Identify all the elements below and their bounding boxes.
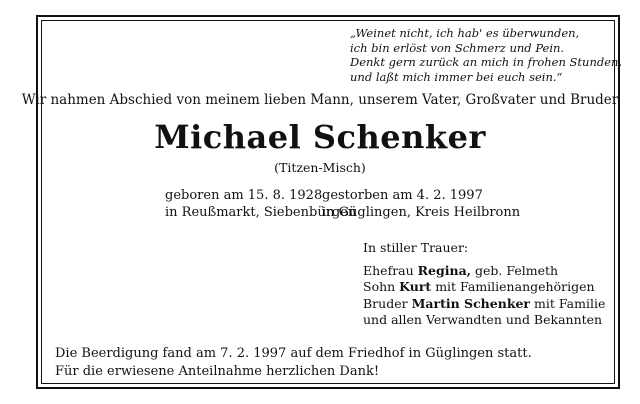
- death-place: in Güglingen, Kreis Heilbronn: [322, 205, 521, 220]
- deceased-name: Michael Schenker: [154, 118, 486, 156]
- mourner-row: [363, 312, 605, 329]
- mourner-row: [363, 279, 605, 296]
- mourner-relation: und allen Verwandten und Bekannten: [363, 312, 603, 327]
- birth-place: in Reußmarkt, Siebenbürgen: [165, 205, 357, 220]
- mourner-detail: mit Familie: [530, 295, 606, 311]
- thanks-line: Für die erwiesene Anteilnahme herzlichen Dank!: [55, 364, 380, 379]
- mourners-heading: In stiller Trauer:: [363, 240, 469, 255]
- mourner-name: Martin Schenker: [411, 295, 531, 311]
- mourner-name: Kurt: [399, 279, 432, 294]
- poem-line: und laßt mich immer bei euch sein.“: [350, 69, 563, 84]
- poem-line: Denkt gern zurück an mich in frohen Stunden,: [350, 55, 623, 69]
- poem-line: ich bin erlöst von Schmerz und Pein.: [350, 40, 565, 55]
- nickname: (Titzen-Misch): [274, 160, 366, 175]
- mourner-detail: geb. Felmeth: [471, 262, 559, 278]
- mourner-detail: mit Familienangehörigen: [431, 279, 595, 294]
- death-date: gestorben am 4. 2. 1997: [322, 188, 483, 203]
- footer-text: [55, 345, 532, 381]
- mourner-relation: Ehefrau: [363, 262, 418, 278]
- intro-text: Wir nahmen Abschied von meinem lieben Mann, unserem Vater, Großvater und Bruder: [21, 92, 619, 108]
- mourner-name: Regina,: [417, 262, 472, 278]
- mourner-relation: Sohn: [363, 279, 400, 294]
- mourner-row: [363, 263, 605, 280]
- mourner-relation: Bruder: [363, 295, 412, 311]
- death-info: [322, 187, 520, 221]
- mourners-list: [363, 240, 605, 329]
- poem-quote: [350, 26, 622, 84]
- mourner-row: [363, 296, 605, 313]
- birth-date: geboren am 15. 8. 1928: [165, 188, 323, 203]
- poem-line: „Weinet nicht, ich hab' es überwunden,: [350, 26, 580, 40]
- funeral-info: Die Beerdigung fand am 7. 2. 1997 auf dem Friedhof in Güglingen statt.: [55, 346, 532, 361]
